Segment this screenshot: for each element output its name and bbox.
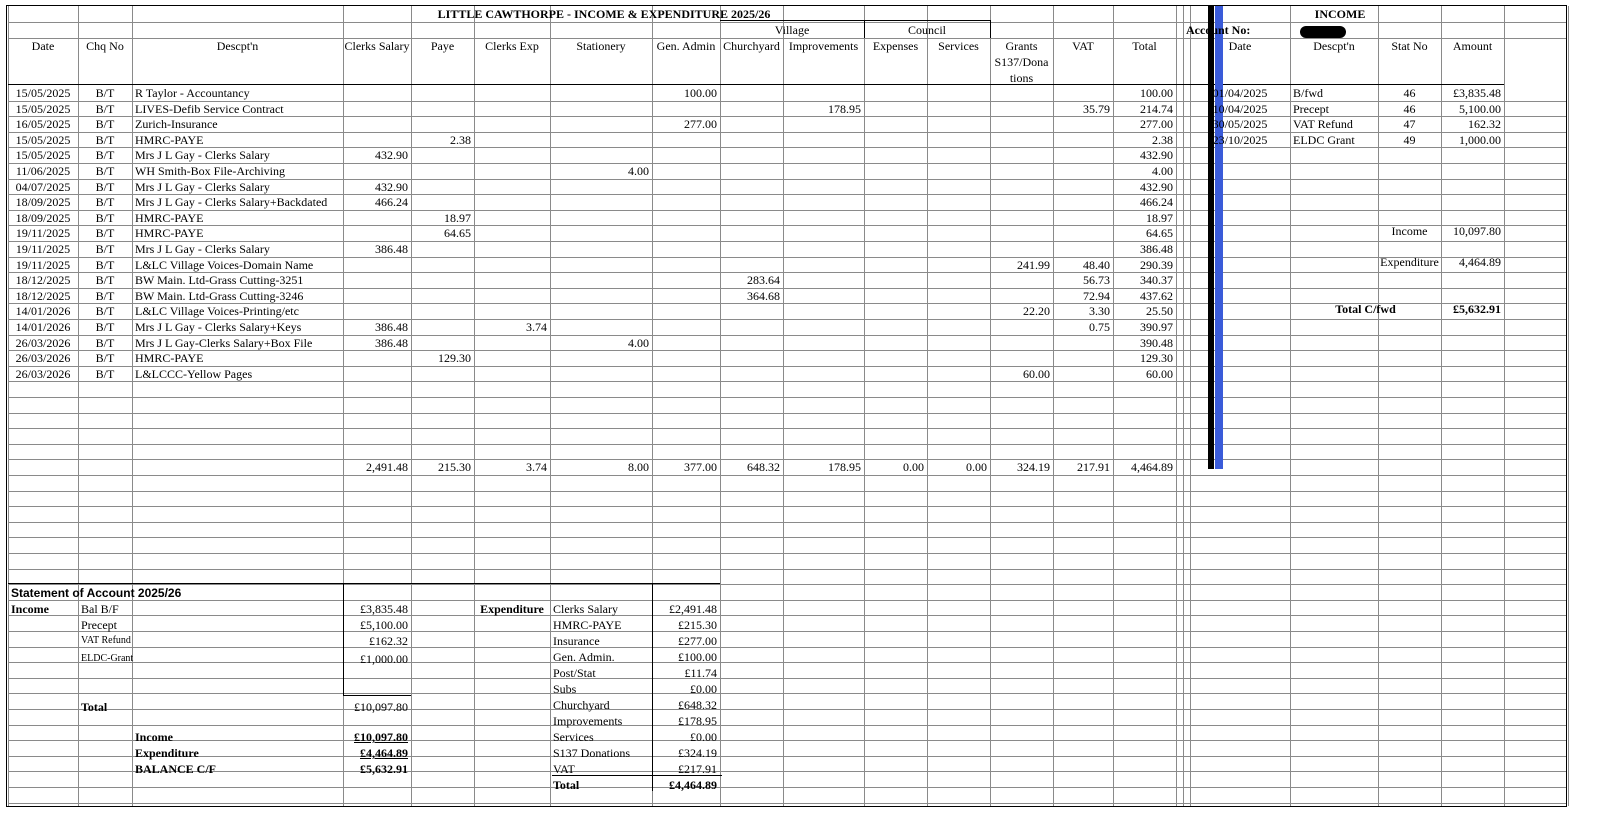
cell-chq: B/T xyxy=(95,304,115,318)
cell-salary: 386.48 xyxy=(375,336,408,350)
income-summary-label: Income xyxy=(1391,224,1428,238)
total-improv: 178.95 xyxy=(828,460,861,474)
grid-hline xyxy=(8,397,1566,398)
statement-exp-label: Post/Stat xyxy=(553,666,596,680)
cell-desc: Mrs J L Gay - Clerks Salary+Backdated xyxy=(135,195,328,209)
cell-grants: 60.00 xyxy=(1023,367,1050,381)
cell-total: 432.90 xyxy=(1140,180,1173,194)
grid-hline xyxy=(6,806,1566,807)
income-col-desc: Descpt'n xyxy=(1313,39,1355,53)
cell-total: 340.37 xyxy=(1140,273,1173,287)
total-serv: 0.00 xyxy=(966,460,987,474)
statement-exp-label: Clerks Salary xyxy=(553,602,618,616)
statement-exp-value: £215.30 xyxy=(678,618,717,632)
grid-hline xyxy=(8,475,1566,476)
cell-vat: 35.79 xyxy=(1083,102,1110,116)
statement-exp-value: £100.00 xyxy=(678,650,717,664)
statement-exp-label: Insurance xyxy=(553,634,600,648)
sheet-title: LITTLE CAWTHORPE - INCOME & EXPENDITURE 2025/26 xyxy=(437,7,771,21)
grid-vline xyxy=(990,6,991,806)
total-cfwd-value: £5,632.91 xyxy=(1453,302,1501,316)
statement-exp-value: £0.00 xyxy=(690,682,717,696)
expenditure-summary-value: 4,464.89 xyxy=(1459,255,1501,269)
cell-paye: 129.30 xyxy=(438,351,471,365)
cell-vat: 56.73 xyxy=(1083,273,1110,287)
statement-expenditure-label: Expenditure xyxy=(480,602,544,616)
expenditure-summary-label: Expenditure xyxy=(1380,255,1439,269)
col-header-clerks-exp: Clerks Exp xyxy=(485,39,539,53)
cell-total: 129.30 xyxy=(1140,351,1173,365)
total-paye: 215.30 xyxy=(438,460,471,474)
grid-hline xyxy=(8,583,720,584)
income-desc: Precept xyxy=(1293,102,1329,116)
cell-total: 4.00 xyxy=(1152,164,1173,178)
grid-vline xyxy=(720,6,721,806)
statement-income-item: VAT Refund xyxy=(81,635,131,646)
cell-vat: 0.75 xyxy=(1089,320,1110,334)
statement-income-value: £162.32 xyxy=(369,634,408,648)
col-header-expenses: Expenses xyxy=(872,39,919,53)
cell-improv: 178.95 xyxy=(828,102,861,116)
statement-exp-value: £217.91 xyxy=(678,762,717,776)
col-header-churchyard: Churchyard xyxy=(723,39,780,53)
grid-vline xyxy=(411,6,412,806)
statement-summary-value: £4,464.89 xyxy=(360,746,408,760)
cell-date: 11/06/2025 xyxy=(15,164,71,178)
cell-desc: L&LCCC-Yellow Pages xyxy=(135,367,253,381)
cell-salary: 432.90 xyxy=(375,180,408,194)
income-col-amount: Amount xyxy=(1452,39,1493,53)
cell-desc: L&LC Village Voices-Domain Name xyxy=(135,258,314,272)
statement-exp-value: £324.19 xyxy=(678,746,717,760)
grants-header-line: Grants xyxy=(1005,39,1038,53)
total-vat: 217.91 xyxy=(1077,460,1110,474)
cell-vat: 72.94 xyxy=(1083,289,1110,303)
cell-paye: 2.38 xyxy=(450,133,471,147)
cell-total: 64.65 xyxy=(1146,226,1173,240)
grid-vline xyxy=(1183,6,1184,806)
cell-salary: 466.24 xyxy=(375,195,408,209)
cell-church: 283.64 xyxy=(747,273,780,287)
col-header-gen-admin: Gen. Admin xyxy=(656,39,716,53)
income-date: 01/04/2025 xyxy=(1212,86,1268,100)
cell-total: 18.97 xyxy=(1146,211,1173,225)
income-date: 23/10/2025 xyxy=(1212,133,1268,147)
col-header-date: Date xyxy=(31,39,55,53)
statement-exp-value: £11.74 xyxy=(684,666,717,680)
cell-chq: B/T xyxy=(95,195,115,209)
cell-date: 15/05/2025 xyxy=(15,148,71,162)
cell-chq: B/T xyxy=(95,258,115,272)
statement-income-item: ELDC-Grant xyxy=(81,653,134,664)
grid-hline xyxy=(343,695,411,696)
total-stat: 8.00 xyxy=(628,460,649,474)
grid-vline xyxy=(474,6,475,806)
cell-date: 18/09/2025 xyxy=(15,211,71,225)
total-total: 4,464.89 xyxy=(1131,460,1173,474)
statement-summary-label: BALANCE C/F xyxy=(135,762,217,776)
grid-vline xyxy=(783,6,784,806)
cell-total: 25.50 xyxy=(1146,304,1173,318)
cell-chq: B/T xyxy=(95,336,115,350)
statement-exp-value: £4,464.89 xyxy=(669,778,717,792)
statement-income-value: £3,835.48 xyxy=(360,602,408,616)
statement-income-item: Bal B/F xyxy=(81,602,119,616)
col-header-clerks-salary: Clerks Salary xyxy=(344,39,410,53)
statement-summary-label: Income xyxy=(135,730,173,744)
cell-total: 60.00 xyxy=(1146,367,1173,381)
grid-hline xyxy=(8,506,1566,507)
income-col-stat: Stat No xyxy=(1391,39,1428,53)
statement-exp-value: £277.00 xyxy=(678,634,717,648)
total-grants: 324.19 xyxy=(1017,460,1050,474)
income-stat: 46 xyxy=(1403,86,1416,100)
grid-vline xyxy=(1566,5,1567,807)
redacted-account-number xyxy=(1300,26,1346,38)
grants-header-line: S137/Dona xyxy=(994,55,1049,69)
col-header-improvements: Improvements xyxy=(788,39,859,53)
cell-vat: 48.40 xyxy=(1083,258,1110,272)
income-desc: ELDC Grant xyxy=(1293,133,1355,147)
group-header-council: Council xyxy=(908,23,946,37)
cell-desc: WH Smith-Box File-Archiving xyxy=(135,164,285,178)
grid-hline xyxy=(8,693,1566,694)
cell-desc: BW Main. Ltd-Grass Cutting-3246 xyxy=(135,289,304,303)
cell-desc: Mrs J L Gay - Clerks Salary+Keys xyxy=(135,320,302,334)
statement-exp-label: HMRC-PAYE xyxy=(553,618,622,632)
cell-date: 18/12/2025 xyxy=(15,289,71,303)
cell-chq: B/T xyxy=(95,289,115,303)
total-church: 648.32 xyxy=(747,460,780,474)
statement-title: Statement of Account 2025/26 xyxy=(11,586,182,600)
cell-total: 277.00 xyxy=(1140,117,1173,131)
cell-grants: 241.99 xyxy=(1017,258,1050,272)
account-label: Account No: xyxy=(1186,23,1251,37)
cell-desc: Mrs J L Gay - Clerks Salary xyxy=(135,180,270,194)
col-header-total: Total xyxy=(1132,39,1157,53)
income-stat: 46 xyxy=(1403,102,1416,116)
cell-salary: 432.90 xyxy=(375,148,408,162)
cell-paye: 18.97 xyxy=(444,211,471,225)
income-amount: 1,000.00 xyxy=(1459,133,1501,147)
cell-desc: BW Main. Ltd-Grass Cutting-3251 xyxy=(135,273,304,287)
cell-church: 364.68 xyxy=(747,289,780,303)
cell-chq: B/T xyxy=(95,86,115,100)
cell-chq: B/T xyxy=(95,320,115,334)
col-header-stationery: Stationery xyxy=(576,39,626,53)
cell-desc: HMRC-PAYE xyxy=(135,211,204,225)
total-salary: 2,491.48 xyxy=(366,460,408,474)
grid-hline xyxy=(8,678,1566,679)
cell-chq: B/T xyxy=(95,148,115,162)
income-stat: 47 xyxy=(1403,117,1416,131)
cell-chq: B/T xyxy=(95,133,115,147)
cell-date: 26/03/2026 xyxy=(15,351,71,365)
cell-date: 14/01/2026 xyxy=(15,320,71,334)
col-header-paye: Paye xyxy=(430,39,455,53)
cell-chq: B/T xyxy=(95,273,115,287)
grid-vline xyxy=(1176,6,1177,806)
cell-chq: B/T xyxy=(95,102,115,116)
statement-exp-value: £0.00 xyxy=(690,730,717,744)
total-cfwd-label: Total C/fwd xyxy=(1335,302,1396,316)
cell-grants: 22.20 xyxy=(1023,304,1050,318)
grid-vline xyxy=(927,6,928,806)
total-exp: 0.00 xyxy=(903,460,924,474)
grid-hline xyxy=(8,553,1566,554)
cell-vat: 3.30 xyxy=(1089,304,1110,318)
cell-paye: 64.65 xyxy=(444,226,471,240)
cell-total: 437.62 xyxy=(1140,289,1173,303)
statement-income-label: Income xyxy=(11,602,49,616)
income-date: 30/05/2025 xyxy=(1212,117,1268,131)
cell-date: 19/11/2025 xyxy=(15,242,71,256)
cell-desc: Mrs J L Gay - Clerks Salary xyxy=(135,242,270,256)
cell-desc: Zurich-Insurance xyxy=(135,117,218,131)
grid-vline xyxy=(1568,6,1569,806)
grid-hline xyxy=(8,725,1566,726)
grants-header-line: tions xyxy=(1009,71,1034,85)
income-desc: B/fwd xyxy=(1293,86,1323,100)
cell-desc: HMRC-PAYE xyxy=(135,351,204,365)
selected-column-highlight xyxy=(1215,6,1223,469)
cell-date: 19/11/2025 xyxy=(15,226,71,240)
col-header-services: Services xyxy=(938,39,979,53)
col-header-chq: Chq No xyxy=(86,39,124,53)
total-gadmin: 377.00 xyxy=(684,460,717,474)
cell-date: 14/01/2026 xyxy=(15,304,71,318)
cell-date: 19/11/2025 xyxy=(15,258,71,272)
cell-total: 432.90 xyxy=(1140,148,1173,162)
col-header-vat: VAT xyxy=(1072,39,1094,53)
cell-salary: 386.48 xyxy=(375,242,408,256)
grid-hline xyxy=(8,444,1566,445)
cell-salary: 386.48 xyxy=(375,320,408,334)
cell-total: 390.97 xyxy=(1140,320,1173,334)
cell-chq: B/T xyxy=(95,117,115,131)
statement-exp-label: Gen. Admin. xyxy=(553,650,615,664)
cell-desc: Mrs J L Gay - Clerks Salary xyxy=(135,148,270,162)
cell-total: 100.00 xyxy=(1140,86,1173,100)
cell-desc: LIVES-Defib Service Contract xyxy=(135,102,284,116)
cell-chq: B/T xyxy=(95,351,115,365)
cell-date: 15/05/2025 xyxy=(15,102,71,116)
income-desc: VAT Refund xyxy=(1293,117,1353,131)
grid-hline xyxy=(8,569,1566,570)
cell-desc: HMRC-PAYE xyxy=(135,226,204,240)
statement-exp-value: £648.32 xyxy=(678,698,717,712)
income-stat: 49 xyxy=(1403,133,1416,147)
statement-exp-value: £178.95 xyxy=(678,714,717,728)
grid-vline xyxy=(864,6,865,806)
statement-summary-label: Expenditure xyxy=(135,746,199,760)
cell-chq: B/T xyxy=(95,164,115,178)
cell-total: 466.24 xyxy=(1140,195,1173,209)
cell-gadmin: 277.00 xyxy=(684,117,717,131)
cell-chq: B/T xyxy=(95,367,115,381)
income-summary-value: 10,097.80 xyxy=(1453,224,1501,238)
cell-chq: B/T xyxy=(95,180,115,194)
cell-date: 15/05/2025 xyxy=(15,86,71,100)
cell-total: 214.74 xyxy=(1140,102,1173,116)
cell-date: 26/03/2026 xyxy=(15,367,71,381)
statement-total-label: Total xyxy=(81,700,108,714)
col-header-desc: Descpt'n xyxy=(216,39,259,53)
group-header-village: Village xyxy=(774,23,810,37)
statement-exp-value: £2,491.48 xyxy=(669,602,717,616)
grid-hline xyxy=(8,413,1566,414)
grid-hline xyxy=(8,537,1566,538)
cell-desc: L&LC Village Voices-Printing/etc xyxy=(135,304,299,318)
grid-vline xyxy=(1504,6,1505,806)
cell-cexp: 3.74 xyxy=(526,320,547,334)
statement-exp-label: VAT xyxy=(553,762,575,776)
income-date: 10/04/2025 xyxy=(1212,102,1268,116)
cell-stat: 4.00 xyxy=(628,336,649,350)
cell-date: 18/09/2025 xyxy=(15,195,71,209)
income-amount: £3,835.48 xyxy=(1453,86,1501,100)
cell-chq: B/T xyxy=(95,242,115,256)
income-amount: 162.32 xyxy=(1468,117,1501,131)
statement-income-value: £1,000.00 xyxy=(360,652,408,666)
cell-chq: B/T xyxy=(95,211,115,225)
grid-hline xyxy=(8,522,1566,523)
grid-vline xyxy=(1053,6,1054,806)
cell-total: 2.38 xyxy=(1152,133,1173,147)
statement-income-value: £5,100.00 xyxy=(360,618,408,632)
statement-exp-label: Total xyxy=(553,778,580,792)
cell-chq: B/T xyxy=(95,226,115,240)
statement-exp-label: S137 Donations xyxy=(553,746,631,760)
cell-gadmin: 100.00 xyxy=(684,86,717,100)
statement-exp-label: Services xyxy=(553,730,594,744)
statement-summary-value: £10,097.80 xyxy=(354,730,408,744)
cell-desc: HMRC-PAYE xyxy=(135,133,204,147)
grid-vline xyxy=(990,20,991,38)
grid-hline xyxy=(8,803,1566,804)
cell-date: 04/07/2025 xyxy=(15,180,71,194)
column-divider xyxy=(1208,6,1214,469)
statement-exp-label: Churchyard xyxy=(553,698,610,712)
grid-hline xyxy=(8,491,1566,492)
statement-total-value: £10,097.80 xyxy=(354,700,408,714)
col-header-grants xyxy=(990,38,1053,86)
total-cexp: 3.74 xyxy=(526,460,547,474)
cell-date: 18/12/2025 xyxy=(15,273,71,287)
statement-summary-value: £5,632.91 xyxy=(360,762,408,776)
grid-hline xyxy=(8,709,1566,710)
cell-stat: 4.00 xyxy=(628,164,649,178)
cell-date: 16/05/2025 xyxy=(15,117,71,131)
cell-total: 386.48 xyxy=(1140,242,1173,256)
statement-exp-label: Subs xyxy=(553,682,577,696)
grid-hline xyxy=(8,428,1566,429)
grid-hline xyxy=(8,787,1566,788)
statement-exp-label: Improvements xyxy=(553,714,623,728)
income-title: INCOME xyxy=(1314,7,1366,21)
statement-income-item: Precept xyxy=(81,618,117,632)
cell-date: 15/05/2025 xyxy=(15,133,71,147)
cell-total: 290.39 xyxy=(1140,258,1173,272)
cell-date: 26/03/2026 xyxy=(15,336,71,350)
cell-total: 390.48 xyxy=(1140,336,1173,350)
income-col-date: Date xyxy=(1228,39,1252,53)
income-amount: 5,100.00 xyxy=(1459,102,1501,116)
grid-vline xyxy=(6,5,7,807)
cell-desc: R Taylor - Accountancy xyxy=(135,86,250,100)
cell-desc: Mrs J L Gay-Clerks Salary+Box File xyxy=(135,336,313,350)
